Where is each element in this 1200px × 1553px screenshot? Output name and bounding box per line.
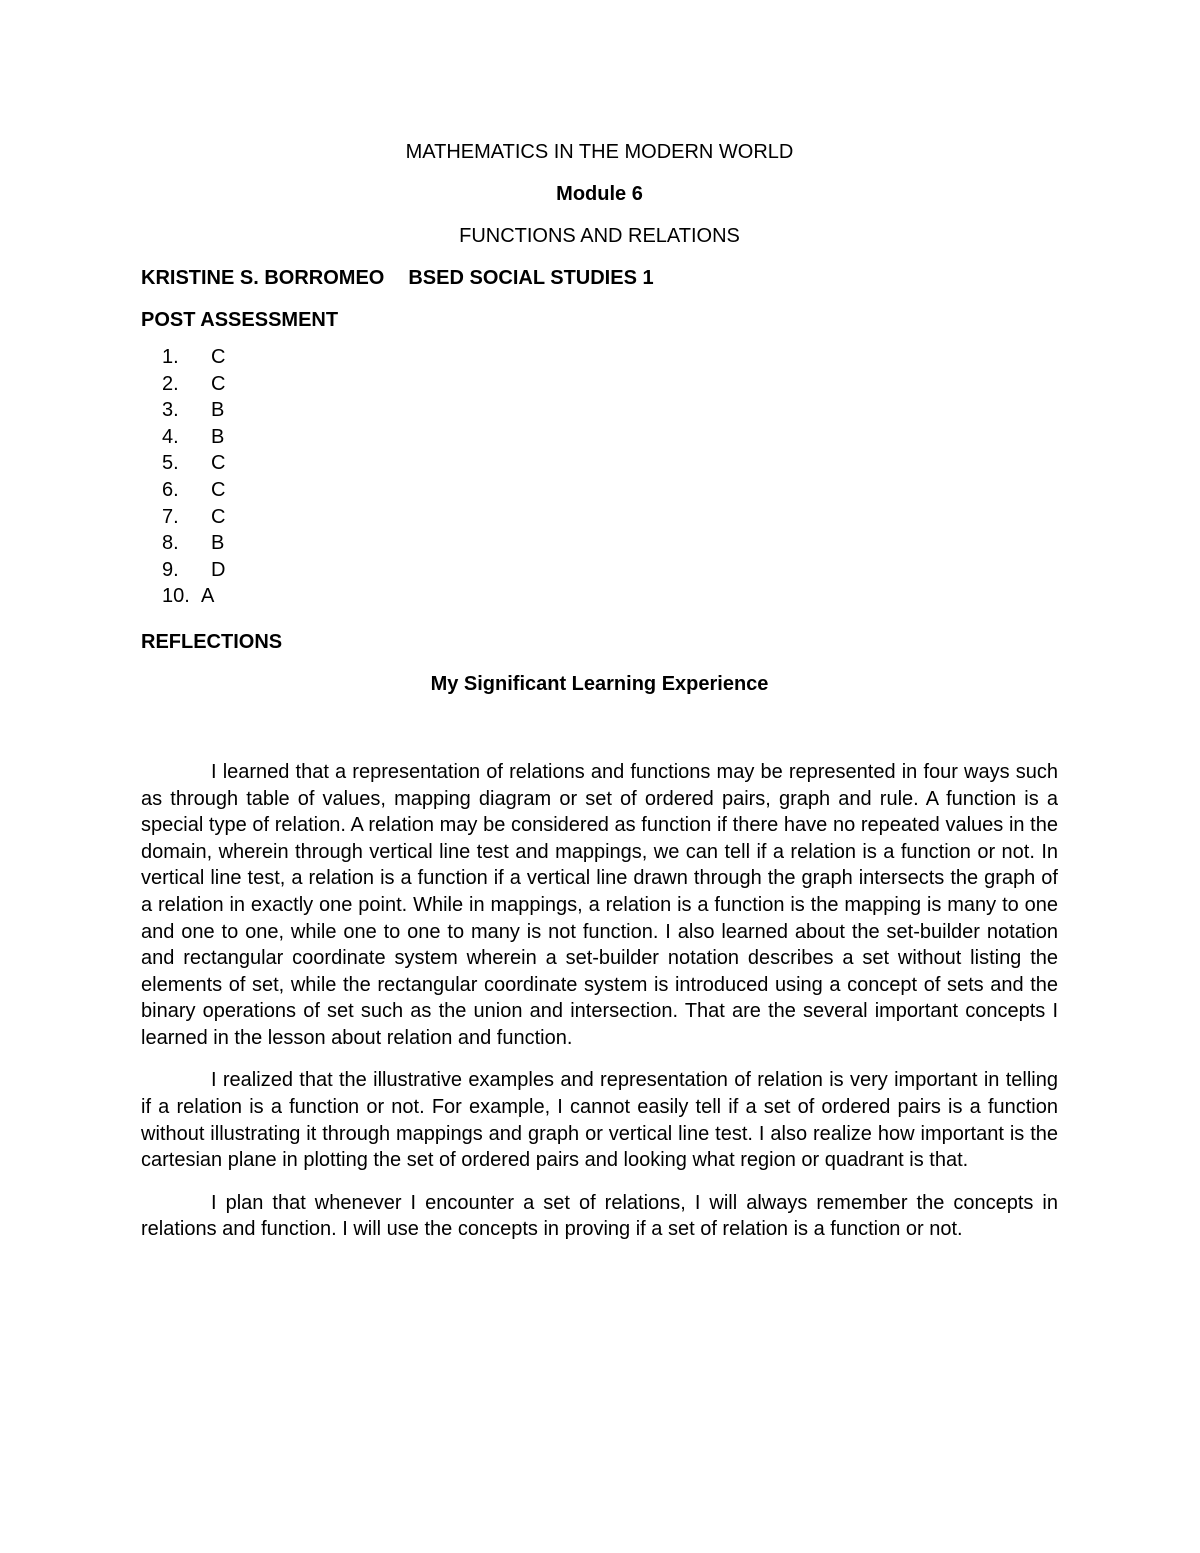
reflections-subtitle: My Significant Learning Experience	[430, 672, 769, 695]
answer-list	[141, 344, 1058, 610]
list-item	[141, 477, 1058, 504]
item-number: 4.	[162, 425, 179, 448]
list-item	[141, 344, 1058, 371]
list-item	[141, 504, 1058, 531]
author-line	[141, 266, 1058, 290]
reflection-paragraph: I learned that a representation of relations and functions may be represented in four ways such as through table of values, mapping diagram or set of ordered pairs, graph and rule. A function is a special type of relation. A relation may be considered as function if there have no repeated values in the domain, wherein through vertical line test and mappings, we can tell if a relation is a function or not. In vertical line test, a relation is a function if a vertical line drawn through the graph intersects the graph of a relation in exactly one point. While in mappings, a relation is a function is the mapping is many to one and one to one, while one to one to many is not function. I also learned about the set-builder notation and rectangular coordinate system wherein a set-builder notation describes a set without listing the elements of set, while the rectangular coordinate system is introduced using a concept of sets and the binary operations of set such as the union and intersection. That are the several important concepts I learned in the lesson about relation and function.	[141, 760, 1058, 1049]
item-answer: A	[201, 585, 215, 608]
student-name: KRISTINE S. BORROMEO	[141, 267, 385, 289]
reflection-paragraph: I plan that whenever I encounter a set of relations, I will always remember the concepts in relations and function. I will use the concepts in proving if a set of relation is a function or not.	[141, 1191, 1058, 1241]
item-number: 7.	[162, 505, 179, 528]
item-answer: C	[211, 452, 226, 475]
item-number: 2.	[162, 372, 179, 395]
item-number: 3.	[162, 399, 179, 422]
item-answer: C	[211, 346, 226, 368]
item-number: 8.	[162, 532, 179, 555]
item-answer: B	[211, 399, 225, 422]
item-answer: B	[211, 532, 225, 555]
list-item	[141, 371, 1058, 398]
reflection-paragraph: I realized that the illustrative examples and representation of relation is very important in telling if a relation is a function or not. For example, I cannot easily tell if a set of ordered pairs is a function without illustrating it through mappings and graph or vertical line test. I also realize how important is the cartesian plane in plotting the set of ordered pairs and looking what region or quadrant is that.	[141, 1069, 1058, 1172]
list-item	[141, 583, 1058, 610]
list-item	[141, 424, 1058, 451]
reflections-heading: REFLECTIONS	[141, 630, 283, 653]
list-item	[141, 397, 1058, 424]
item-answer: B	[211, 425, 225, 448]
list-item	[141, 530, 1058, 557]
item-number: 10.	[162, 585, 190, 608]
item-answer: C	[211, 505, 226, 528]
item-number: 5.	[162, 452, 179, 475]
document-content	[141, 140, 1058, 1259]
list-item	[141, 557, 1058, 584]
course-title: MATHEMATICS IN THE MODERN WORLD	[405, 141, 794, 163]
list-item	[141, 450, 1058, 477]
item-number: 6.	[162, 478, 179, 501]
item-number: 9.	[162, 558, 179, 581]
item-number: 1.	[162, 346, 179, 368]
item-answer: C	[211, 372, 226, 395]
item-answer: C	[211, 478, 226, 501]
item-answer: D	[211, 558, 226, 581]
post-assessment-heading: POST ASSESSMENT	[141, 309, 339, 331]
module-number: Module 6	[556, 183, 643, 205]
module-topic: FUNCTIONS AND RELATIONS	[459, 225, 740, 247]
student-program: BSED SOCIAL STUDIES 1	[408, 267, 654, 289]
